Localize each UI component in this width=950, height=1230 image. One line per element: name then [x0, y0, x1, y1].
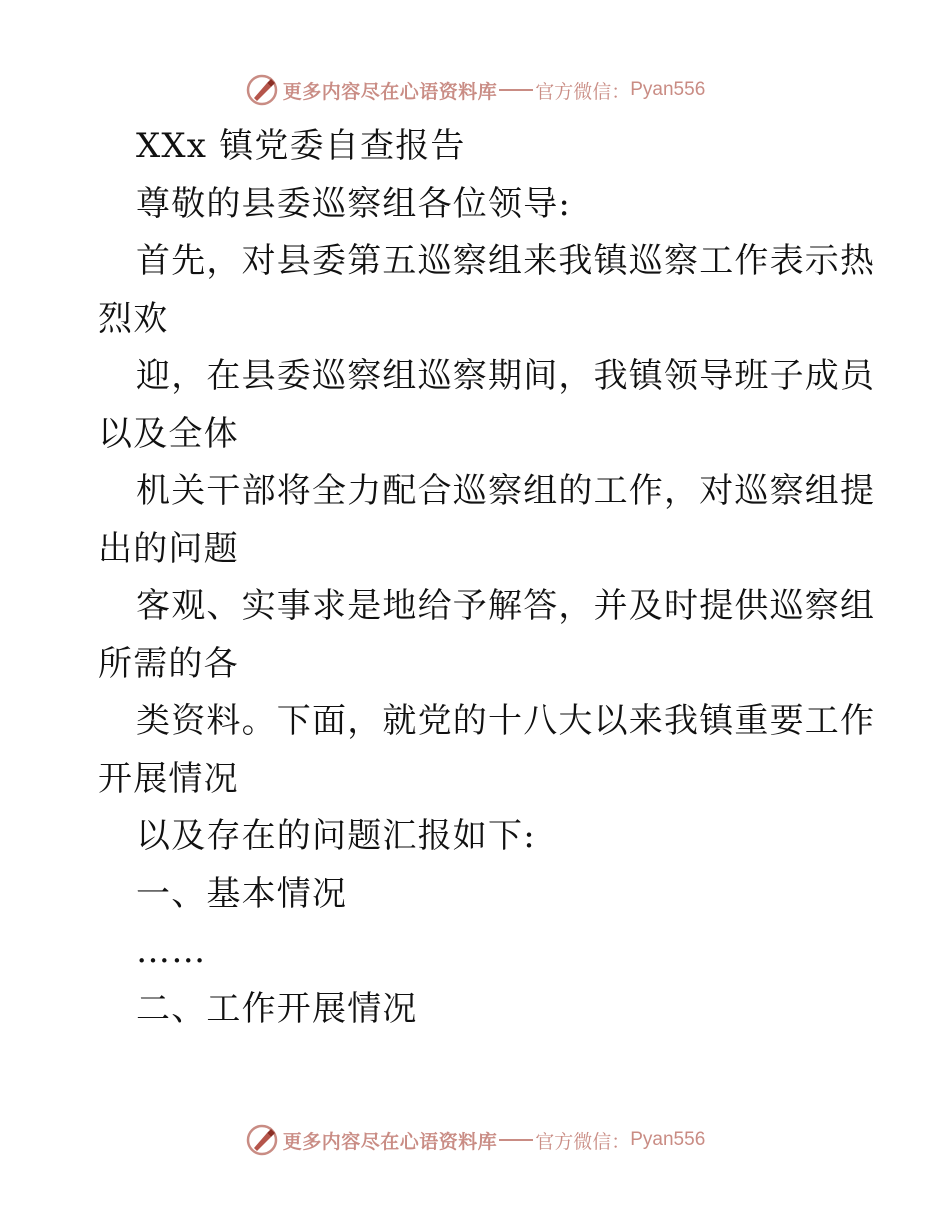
paragraph-line: 以及全体 — [98, 413, 239, 454]
pen-nib-logo-icon — [245, 73, 279, 107]
paragraph-line: 开展情况 — [98, 758, 239, 799]
watermark-dash — [499, 1139, 533, 1141]
section-heading-work: 二、工作开展情况 — [136, 988, 418, 1029]
document-title: XXx 镇党委自查报告 — [136, 126, 466, 166]
watermark-text: 更多内容尽在心语资料库 — [282, 80, 498, 103]
watermark-text: 更多内容尽在心语资料库 — [282, 1130, 498, 1153]
paragraph-line: 首先，对县委第五巡察组来我镇巡察工作表示热 — [136, 241, 876, 281]
section-heading-basic: 一、基本情况 — [136, 873, 348, 914]
watermark-wechat-id: Pyan556 — [630, 1129, 706, 1150]
paragraph-line: 客观、实事求是地给予解答，并及时提供巡察组 — [136, 586, 876, 626]
paragraph-line: 迎，在县委巡察组巡察期间，我镇领导班子成员 — [136, 356, 876, 396]
watermark-wechat-id: Pyan556 — [630, 79, 706, 100]
ellipsis: …… — [136, 931, 207, 971]
paragraph-line: 烈欢 — [98, 298, 169, 339]
paragraph-line: 机关干部将全力配合巡察组的工作，对巡察组提 — [136, 471, 876, 511]
paragraph-line: 类资料。下面，就党的十八大以来我镇重要工作 — [136, 701, 876, 741]
paragraph-line: 以及存在的问题汇报如下: — [136, 816, 536, 856]
document-body — [98, 118, 876, 1038]
watermark-wechat-label: 官方微信： — [535, 80, 631, 103]
footer-watermark — [0, 1120, 950, 1160]
salutation: 尊敬的县委巡察组各位领导: — [136, 183, 572, 224]
header-watermark — [0, 70, 950, 110]
watermark-dash — [499, 89, 533, 91]
paragraph-line: 所需的各 — [98, 643, 239, 684]
watermark-wechat-label: 官方微信： — [535, 1130, 631, 1153]
pen-nib-logo-icon — [245, 1123, 279, 1157]
paragraph-line: 出的问题 — [98, 528, 239, 569]
